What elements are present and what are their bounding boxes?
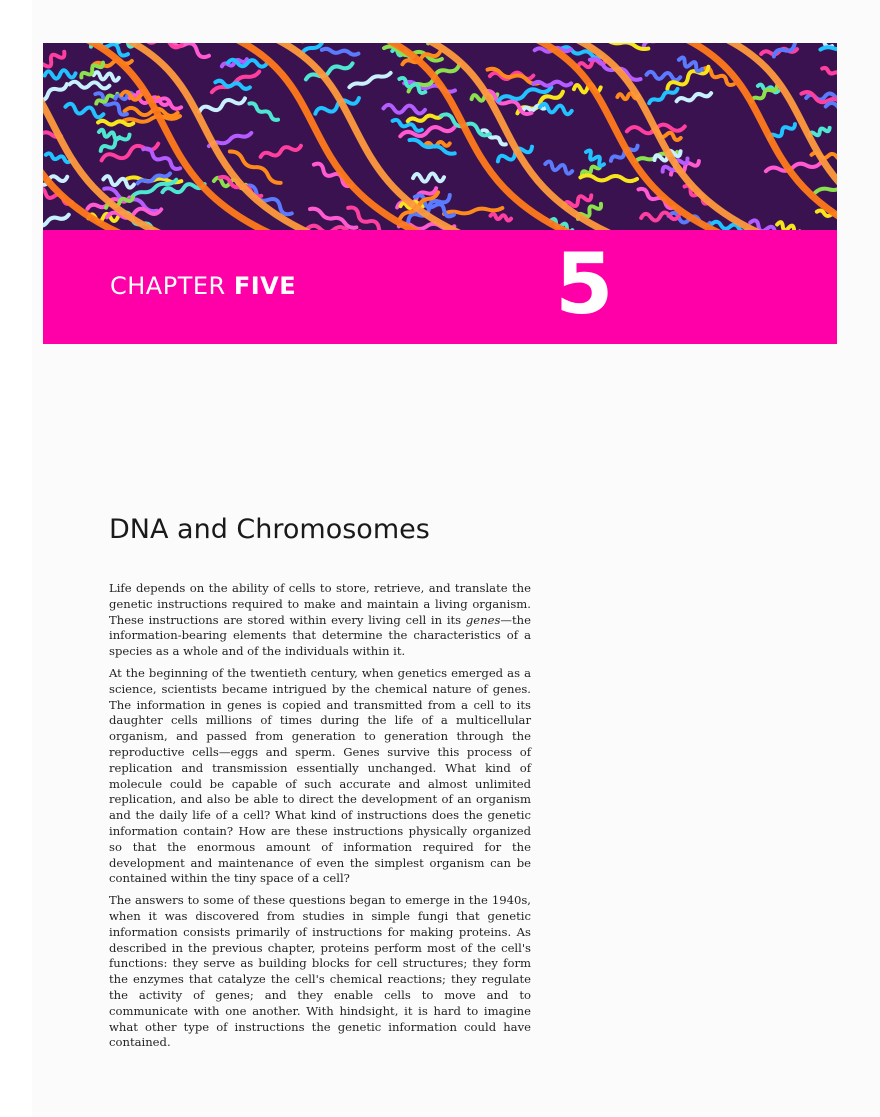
- banner-illustration: [43, 43, 837, 230]
- emphasis-genes: genes: [465, 612, 501, 627]
- chapter-label: [110, 272, 296, 300]
- chapter-number: 5: [555, 235, 614, 333]
- chapter-label-word: FIVE: [233, 272, 297, 300]
- paragraph: The answers to some of these questions began to emerge in the 1940s, when it was discovered from studies in simple fungi that genetic information consists primarily of instructions for making proteins. As described in the previous chapter, proteins perform most of the cell's functions: they serve as building blocks for cell structures; they form the enzymes that catalyze the cell's chemical reactions; they regulate the activity of genes; and they enable cells to move and to communicate with one another. With hindsight, it is hard to imagine what other type of instructions the genetic information could have contained.: [109, 893, 531, 1050]
- page-title: DNA and Chromosomes: [109, 514, 430, 545]
- dna-helix-art: [43, 43, 837, 230]
- paragraph: At the beginning of the twentieth century, when genetics emerged as a science, scientists became intrigued by the chemical nature of genes. The information in genes is copied and transmitted from a cell to its daughter cells millions of times during the life of a multicellular organism, and passed from generation to generation through the reproductive cells—eggs and sperm. Genes survive this process of replication and transmission essentially unchanged. What kind of molecule could be capable of such accurate and almost unlimited replication, and also be able to direct the development of an organism and the daily life of a cell? What kind of instructions does the genetic information contain? How are these instructions physically organized so that the enormous amount of information required for the development and maintenance of even the simplest organism can be contained within the tiny space of a cell?: [109, 665, 531, 886]
- chapter-label-prefix: CHAPTER: [110, 272, 226, 300]
- paragraph-text: Life depends on the ability of cells to store, retrieve, and translate the genetic instructions required to make and maintain a living organism. These instructions are stored within every living cell in its: [109, 581, 531, 627]
- paragraph: [109, 581, 531, 660]
- body-text: [109, 581, 531, 1057]
- paragraph-text: —the information-bearing elements that determine the characteristics of a species as a whole and of the individuals within it.: [109, 612, 531, 659]
- chapter-header-bar: [43, 230, 837, 344]
